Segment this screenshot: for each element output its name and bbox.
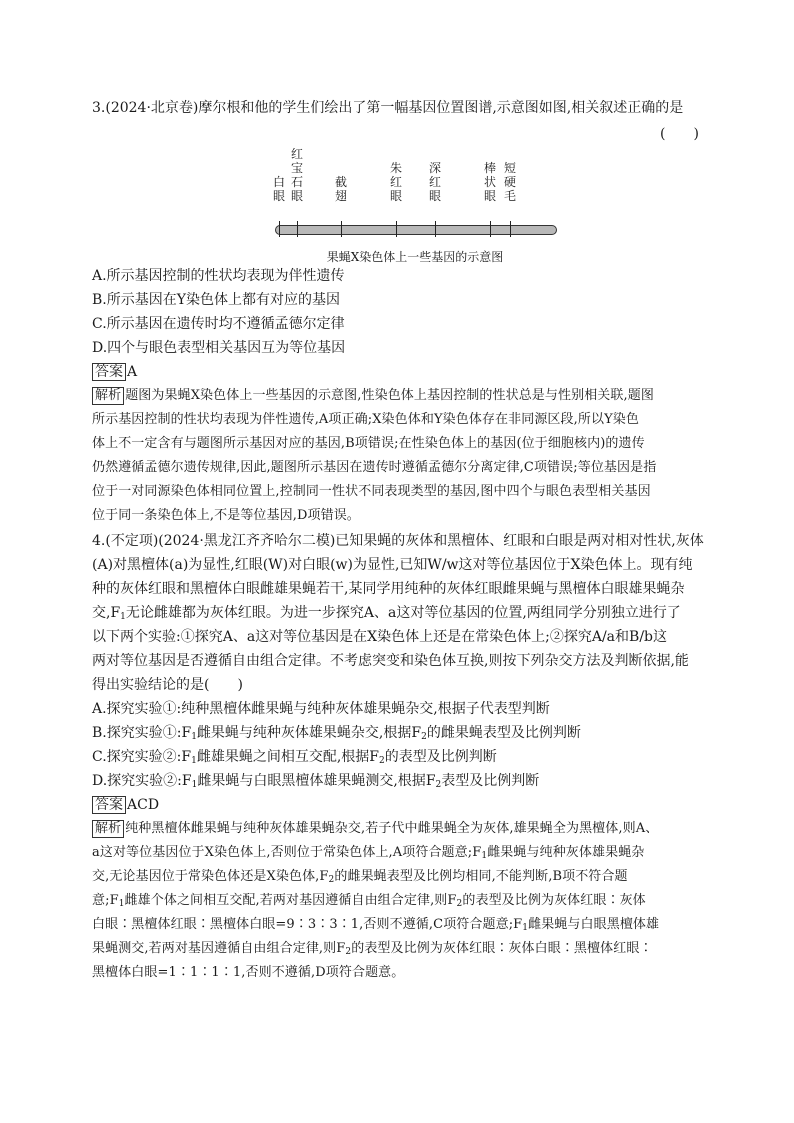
option-d: D.四个与眼色表型相关基因互为等位基因 <box>92 340 346 356</box>
question-4-stem-line: (A)对黑檀体(a)为显性,红眼(W)对白眼(w)为显性,已知W/w这对等位基因位于X染色体上。现有纯 <box>92 557 693 573</box>
analysis-line: 位于同一条染色体上,不是等位基因,D项错误。 <box>92 508 360 523</box>
analysis-line: 所示基因控制的性状均表现为伴性遗传,A项正确;X染色体和Y染色体存在非同源区段,所以Y染色 <box>92 412 639 427</box>
figure-caption: 果蝇X染色体上一些基因的示意图 <box>326 250 504 264</box>
answer-tag: 答案 <box>92 363 126 381</box>
answer-paren: ( ) <box>660 126 699 142</box>
answer-value: ACD <box>127 797 160 813</box>
gene-label-ruby-eye: 红 宝 石 眼 <box>290 147 303 203</box>
gene-label-bristle: 短 硬 毛 <box>503 161 516 203</box>
question-4 <box>92 529 712 817</box>
analysis-line: 体上不一定含有与题图所示基因对应的基因,B项错误;在性染色体上的基因(位于细胞核内)的遗传 <box>92 436 645 451</box>
analysis-line: 黑檀体白眼=1∶1∶1∶1,否则不遵循,D项符合题意。 <box>92 965 405 980</box>
analysis-tag: 解析 <box>92 387 124 405</box>
analysis-line: 题图为果蝇X染色体上一些基因的示意图,性染色体上基因控制的性状总是与性别相关联,题图 <box>125 388 654 403</box>
question-3-stem: 3.(2024·北京卷)摩尔根和他的学生们绘出了第一幅基因位置图谱,示意图如图,相关叙述正确的是 <box>92 100 684 116</box>
option-b: B.探究实验$①:F_1$雌果蝇与纯种灰体雄果蝇杂交,根据$F_2$的雌果蝇表型及比例判断 <box>92 725 581 742</box>
gene-tick <box>341 221 342 237</box>
question-4-stem-line: 种的灰体红眼和黑檀体白眼雌雄果蝇若干,某同学用纯种的灰体红眼雌果蝇与黑檀体白眼雄果蝇杂 <box>92 581 685 597</box>
question-4-stem-line: 4.(不定项)(2024·黑龙江齐齐哈尔二模)已知果蝇的灰体和黑檀体、红眼和白眼是两对相对性状,灰体 <box>92 533 704 549</box>
question-3 <box>92 96 712 120</box>
gene-tick <box>396 221 397 237</box>
gene-tick <box>435 221 436 237</box>
gene-label-carmine-eye: 深 红 眼 <box>428 161 441 203</box>
gene-tick <box>490 221 491 237</box>
question-4-stem-line: 交$,F_1$无论雌雄都为灰体红眼。为进一步探究A、a这对等位基因的位置,两组同学分别独立进行了 <box>92 605 681 622</box>
gene-label-white-eye: 白 眼 <box>272 175 285 203</box>
analysis-line: 交,无论基因位于常染色体还是X染色体$,F_2$的雌果蝇表型及比例均相同,不能判断,B项不符合题 <box>92 869 628 885</box>
gene-label-vermilion-eye: 朱 红 眼 <box>389 161 402 203</box>
gene-tick <box>279 221 280 237</box>
question-3-options <box>92 264 712 384</box>
chromosome-bar <box>275 225 557 235</box>
analysis-line: 纯种黑檀体雌果蝇与纯种灰体雄果蝇杂交,若子代中雌果蝇全为灰体,雄果蝇全为黑檀体,则A、 <box>125 821 659 836</box>
answer-value: A <box>127 364 138 380</box>
question-4-stem-line: 两对等位基因是否遵循自由组合定律。不考虑突变和染色体互换,则按下列杂交方法及判断依据,能 <box>92 653 689 669</box>
question-3-analysis <box>92 384 712 528</box>
option-b: B.所示基因在Y染色体上都有对应的基因 <box>92 292 340 308</box>
analysis-tag: 解析 <box>92 820 124 838</box>
question-4-stem-line: 以下两个实验:①探究A、a这对等位基因是在X染色体上还是在常染色体上;②探究A/a和B/b这 <box>92 629 667 645</box>
option-a: A.所示基因控制的性状均表现为伴性遗传 <box>92 268 345 284</box>
option-c: C.所示基因在遗传时均不遵循孟德尔定律 <box>92 316 345 332</box>
answer-row <box>92 793 712 817</box>
question-4-analysis <box>92 817 712 985</box>
gene-tick <box>510 221 511 237</box>
option-d: D.探究实验$②:F_1$雌果蝇与白眼黑檀体雄果蝇测交,根据$F_2$表型及比例判断 <box>92 773 540 790</box>
gene-label-bar-eye: 棒 状 眼 <box>483 161 496 203</box>
analysis-line: a这对等位基因位于X染色体上,否则位于常染色体上,A项符合题意$;F_1$雌果蝇与纯种灰体雄果蝇杂 <box>92 845 645 861</box>
analysis-line: 果蝇测交,若两对基因遵循自由组合定律,则$F_2$的表型及比例为灰体红眼∶灰体白眼∶黑檀体红眼∶ <box>92 941 653 957</box>
answer-tag: 答案 <box>92 796 126 814</box>
answer-row <box>92 360 712 384</box>
gene-tick <box>297 221 298 237</box>
analysis-line: 位于一对同源染色体相同位置上,控制同一性状不同表现类型的基因,图中四个与眼色表型相关基因 <box>92 484 651 499</box>
analysis-line: 白眼∶黑檀体红眼∶黑檀体白眼=9∶3∶3∶1,否则不遵循,C项符合题意$;F_1$雌果蝇与白眼黑檀体雄 <box>92 917 660 933</box>
analysis-line: 仍然遵循孟德尔遗传规律,因此,题图所示基因在遗传时遵循孟德尔分离定律,C项错误;等位基因是指 <box>92 460 657 475</box>
chromosome-figure <box>270 143 560 263</box>
gene-label-cut-wing: 截 翅 <box>334 175 347 203</box>
analysis-line: 意$;F_1$雌雄个体之间相互交配,若两对基因遵循自由组合定律,则$F_2$的表型及比例为灰体红眼∶灰体 <box>92 893 646 909</box>
option-c: C.探究实验$②:F_1$雌雄果蝇之间相互交配,根据$F_2$的表型及比例判断 <box>92 749 497 766</box>
option-a: A.探究实验①:纯种黑檀体雌果蝇与纯种灰体雄果蝇杂交,根据子代表型判断 <box>92 701 550 717</box>
question-4-stem-line: 得出实验结论的是( ) <box>92 677 243 693</box>
